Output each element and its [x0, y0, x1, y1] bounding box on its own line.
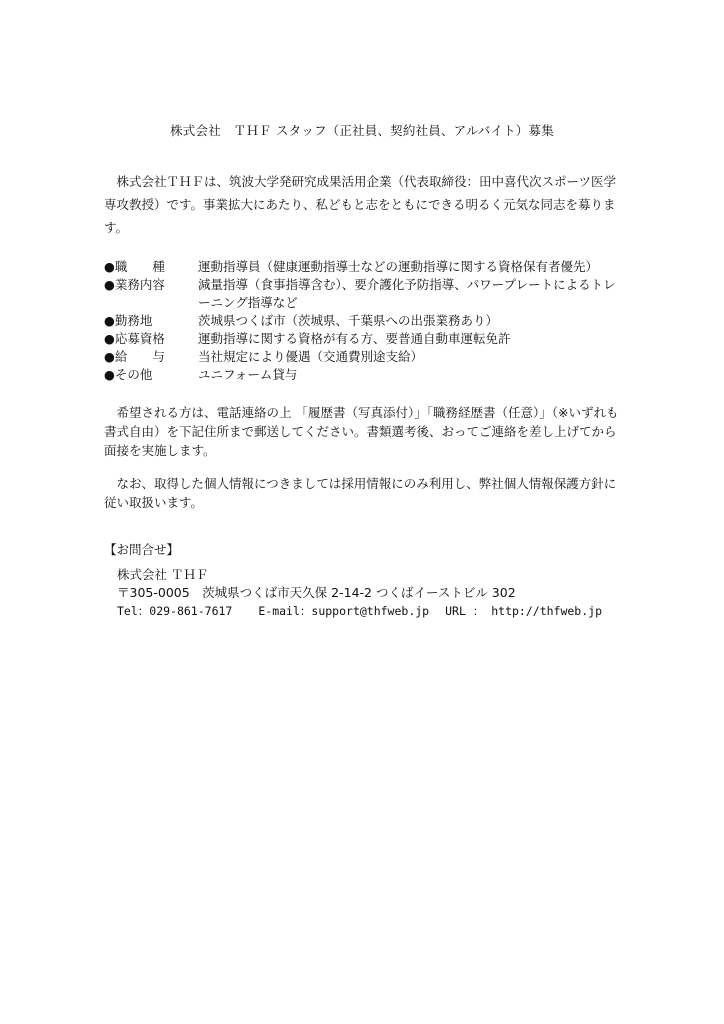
- application-paragraph: 希望される方は、電話連絡の上 「履歴書（写真添付）」「職務経歴書（任意）」（※いずれも書式自由）を下記住所まで郵送してください。書類選考後、おってご連絡を差し上げてから面接を実施します。: [104, 405, 619, 458]
- contact-company: 株式会社 ＴＨＦ: [117, 567, 209, 582]
- job-details-list: [104, 258, 624, 384]
- detail-value-qualifications: 運動指導に関する資格が有る方、要普通自動車運転免許: [198, 331, 511, 346]
- detail-row-location: [104, 312, 624, 330]
- contact-address: 〒305-0005 茨城県つくば市天久保 2-14-2 つくばイーストビル 302: [117, 585, 516, 600]
- detail-row-salary: [104, 348, 624, 366]
- detail-value-location: 茨城県つくば市（茨城県、千葉県への出張業務あり）: [198, 313, 499, 328]
- detail-row-duties: [104, 276, 624, 312]
- detail-value-duties: 減量指導（食事指導含む）、要介護化予防指導、パワープレートによるトレーニング指導など: [198, 277, 616, 310]
- detail-value-other: ユニフォーム貸与: [198, 367, 298, 382]
- privacy-paragraph: なお、取得した個人情報につきましては採用情報にのみ利用し、弊社個人情報保護方針に従い取扱います。: [104, 476, 617, 510]
- detail-value-job-type: 運動指導員（健康運動指導士などの運動指導に関する資格保有者優先）: [198, 259, 599, 274]
- contact-info-line: [117, 602, 637, 620]
- detail-label-qualifications: ●応募資格: [104, 331, 165, 346]
- detail-row-qualifications: [104, 330, 624, 348]
- contact-url-link[interactable]: URL ： http://thfweb.jp: [445, 604, 603, 618]
- contact-heading: 【お問合せ】: [104, 542, 180, 557]
- detail-row-job-type: [104, 258, 624, 276]
- detail-row-other: [104, 366, 624, 384]
- detail-label-job-type: ●職 種: [104, 259, 165, 274]
- detail-label-location: ●勤務地: [104, 313, 153, 328]
- detail-label-salary: ●給 与: [104, 349, 165, 364]
- contact-block: [117, 566, 637, 620]
- contact-email-link[interactable]: E-mail：support@thfweb.jp: [258, 604, 430, 618]
- intro-paragraph: 株式会社ＴＨＦは、筑波大学発研究成果活用企業（代表取締役：田中喜代次スポーツ医学専攻教授）です。事業拡大にあたり、私どもと志をともにできる明るく元気な同志を募ります。: [104, 174, 617, 235]
- document-title: 株式会社 ＴＨＦ スタッフ（正社員、契約社員、アルバイト）募集: [170, 123, 554, 138]
- detail-label-other: ●その他: [104, 367, 153, 382]
- detail-value-salary: 当社規定により優遇（交通費別途支給）: [198, 349, 424, 364]
- detail-label-duties: ●業務内容: [104, 277, 165, 292]
- contact-tel: Tel：029-861-7617: [117, 604, 233, 618]
